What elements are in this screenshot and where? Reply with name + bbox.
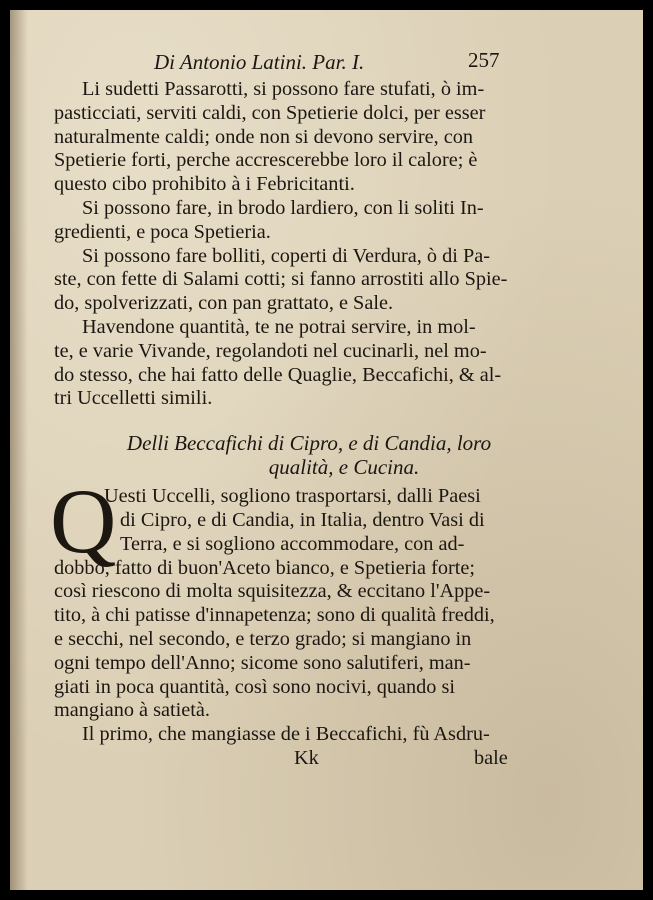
text-line: Il primo, che mangiasse de i Beccafichi, fù Asdru- — [82, 723, 490, 746]
paragraph-passarotti-stufati — [54, 78, 544, 197]
running-head-title: Di Antonio Latini. Par. I. — [154, 50, 365, 74]
paragraph-il-primo — [54, 723, 544, 747]
paragraph-havendone — [54, 316, 544, 411]
text-line: te, e varie Vivande, regolandoti nel cucinarli, nel mo- — [54, 339, 487, 362]
text-line: do stesso, che hai fatto delle Quaglie, Beccafichi, & al- — [54, 363, 502, 386]
text-line: giati in poca quantità, così sono nocivi, quando si — [54, 675, 456, 698]
chapter-heading-line: qualità, e Cucina. — [268, 455, 420, 480]
text-line: Si possono fare, in brodo lardiero, con li soliti In- — [82, 196, 484, 219]
text-line: Si possono fare bolliti, coperti di Verdura, ò di Pa- — [82, 244, 491, 267]
page-footer — [54, 747, 544, 771]
paragraph-brodo-lardiero — [54, 197, 544, 245]
page-number: 257 — [468, 48, 500, 72]
paragraph-beccafichi — [50, 470, 544, 723]
text-block — [50, 48, 544, 771]
chapter-heading-line: Delli Beccafichi di Cipro, e di Candia, loro — [126, 431, 492, 456]
signature-mark: Kk — [294, 746, 319, 769]
text-line: gredienti, e poca Spetieria. — [54, 220, 271, 243]
text-line: mangiano à satietà. — [54, 699, 210, 722]
text-line: tito, à chi patisse d'innapetenza; sono di qualità freddi, — [54, 604, 495, 627]
text-line: dobbo, fatto di buon'Aceto bianco, e Spetieria forte; — [54, 556, 475, 579]
text-line: Li sudetti Passarotti, si possono fare stufati, ò im- — [82, 78, 485, 100]
text-line: ste, con fette di Salami cotti; si fanno arrostiti allo Spie- — [54, 268, 508, 291]
running-head — [54, 48, 544, 78]
text-line: così riescono di molta squisitezza, & eccitano l'Appe- — [54, 580, 491, 603]
paragraph-bolliti — [54, 245, 544, 316]
page-gutter-shadow — [10, 10, 28, 890]
book-page — [10, 10, 643, 890]
catchword: bale — [474, 746, 508, 769]
text-line: di Cipro, e di Candia, in Italia, dentro Vasi di — [120, 508, 485, 531]
text-line: do, spolverizzati, con pan grattato, e Sale. — [54, 292, 394, 315]
text-line: Terra, e si sogliono accommodare, con ad- — [120, 532, 465, 555]
chapter-heading — [54, 431, 544, 479]
text-line: Havendone quantità, te ne potrai servire, in mol- — [82, 315, 476, 338]
text-line: Uesti Uccelli, sogliono trasportarsi, dalli Paesi — [104, 485, 481, 508]
text-line: ogni tempo dell'Anno; sicome sono salutiferi, man- — [54, 651, 471, 674]
text-line: pasticciati, serviti caldi, con Spetierie dolci, per esser — [54, 101, 486, 124]
drop-cap-initial: Q — [50, 470, 117, 573]
text-line: tri Uccelletti simili. — [54, 387, 213, 410]
text-line: e secchi, nel secondo, e terzo grado; si mangiano in — [54, 627, 472, 650]
text-line: naturalmente caldi; onde non si devono servire, con — [54, 125, 474, 148]
text-line: questo cibo prohibito à i Febricitanti. — [54, 173, 355, 196]
text-line: Spetierie forti, perche accrescerebbe loro il calore; è — [54, 149, 478, 172]
